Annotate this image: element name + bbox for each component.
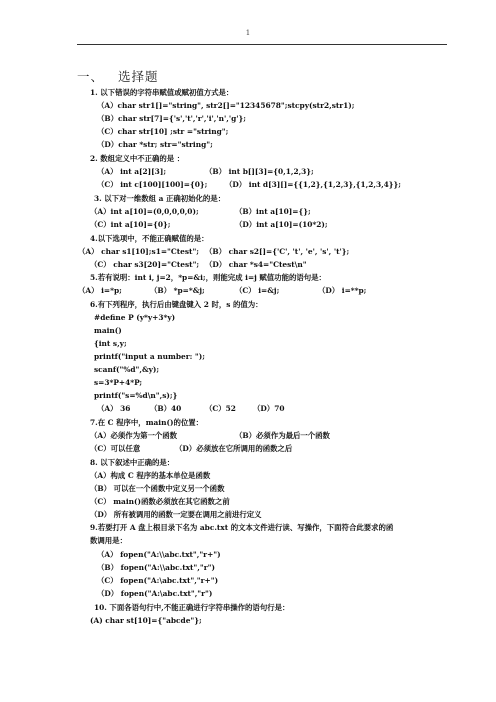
- option-item: （B） int b[][3]={0,1,2,3};: [205, 167, 314, 176]
- option-item: （B）int a[10]={};: [235, 207, 311, 216]
- option-item: （A） char s1[10];s1="Ctest";: [78, 247, 200, 256]
- option-item: （B）40: [150, 404, 182, 413]
- option-item: （C） int c[100][100]={0};: [97, 180, 208, 189]
- text-line: （A） fopen("A:\\abc.txt","r+"): [97, 550, 221, 559]
- text-line: （D） 所有被调用的函数一定要在调用之前进行定义: [90, 510, 262, 519]
- option-item: （D）int a[10]=(10*2);: [235, 220, 328, 229]
- option-item: （A）必须作为第一个函数: [90, 431, 178, 440]
- text-line: scanf("%d",&y);: [94, 365, 160, 374]
- text-line: （A）char str1[]="string", str2[]="12345678";stcpy(str2,str1);: [97, 101, 355, 110]
- text-line: printf("input a number: ");: [94, 352, 205, 361]
- option-item: （A） 36: [97, 404, 131, 413]
- option-item: （A）int a[10]=(0,0,0,0,0);: [90, 207, 199, 216]
- option-item: （C）可以任意: [90, 444, 141, 453]
- text-line: 1. 以下错误的字符串赋值或赋初值方式是：: [90, 88, 234, 97]
- page-number: 1: [245, 29, 251, 37]
- text-line: （C） fopen("A:\abc.txt","r+"): [97, 576, 219, 585]
- option-item: （B） char s2[]={'C', 't', 'e', 's', 't'};: [205, 247, 350, 256]
- text-line: 6.有下列程序，执行后由键盘键入 2 时，s 的值为：: [90, 300, 263, 309]
- option-item: （B） *p=*&j;: [150, 286, 205, 295]
- text-line: 2. 数组定义中不正确的是 ：: [90, 154, 185, 163]
- text-line: #define P (y*y+3*y): [94, 313, 176, 322]
- option-item: （C） char s3[20]="Ctest";: [90, 260, 200, 269]
- text-line: printf("s=%d\n",s);}: [94, 391, 178, 400]
- option-item: （C）int a[10]={0};: [90, 220, 171, 229]
- text-line: （B）char str[7]={'s','t','r','i','n','g'};: [97, 114, 247, 123]
- text-line: （D） fopen("A:\abc.txt","r"): [97, 589, 213, 598]
- text-line: 5.若有说明：int i, j=2，*p=&i;，则能完成 i=j 赋值功能的语句是：: [90, 273, 326, 282]
- text-line: 10. 下面各语句行中,不能正确进行字符串操作的语句行是：: [94, 603, 290, 612]
- option-item: （D） i=**p;: [318, 286, 367, 295]
- text-line: 4.以下选项中，不能正确赋值的是：: [90, 234, 209, 243]
- text-line: （C）char str[10] ;str ="string";: [97, 127, 229, 136]
- text-line: （B） 可以在一个函数中定义另一个函数: [90, 484, 225, 493]
- text-line: 9.若要打开 A 盘上根目录下名为 abc.txt 的文本文件进行读、写操作，下面符合此要求的函: [90, 523, 394, 532]
- text-line: （B） fopen("A:\\abc.txt","r"): [97, 563, 215, 572]
- option-item: （A） i=*p;: [78, 286, 122, 295]
- text-line: main(): [94, 326, 122, 335]
- text-line: （C） main()函数必须放在其它函数之前: [90, 497, 230, 506]
- header-rule: [77, 44, 447, 45]
- option-item: （D）必须放在它所调用的函数之后: [175, 444, 293, 453]
- section-number: 一、: [77, 69, 105, 84]
- text-line: 3. 以下对一维数组 a 正确初始化的是：: [94, 194, 226, 203]
- text-line: 8. 以下叙述中正确的是：: [90, 458, 175, 467]
- option-item: （B）必须作为最后一个函数: [235, 431, 330, 440]
- option-item: （C） i=&j;: [235, 286, 280, 295]
- text-line: s=3*P+4*P;: [94, 378, 143, 387]
- text-line: (A) char st[10]={"abcde"};: [90, 616, 202, 625]
- text-line: {int s,y;: [94, 339, 127, 348]
- section-title: 选择题: [118, 69, 159, 84]
- option-item: （D） int d[3][]={{1,2},{1,2,3},{1,2,3,4}};: [225, 180, 402, 189]
- section-heading: [77, 67, 159, 85]
- option-item: （A） int a[2][3];: [97, 167, 167, 176]
- text-line: （D）char *str; str="string";: [97, 140, 213, 149]
- text-line: （A）构成 C 程序的基本单位是函数: [90, 471, 211, 480]
- option-item: （C）52: [205, 404, 236, 413]
- option-item: （D） char *s4="Ctest\n": [205, 260, 307, 269]
- text-line: 7.在 C 程序中，main()的位置：: [90, 418, 204, 427]
- option-item: （D）70: [253, 404, 285, 413]
- text-line: 数调用是：: [90, 536, 127, 545]
